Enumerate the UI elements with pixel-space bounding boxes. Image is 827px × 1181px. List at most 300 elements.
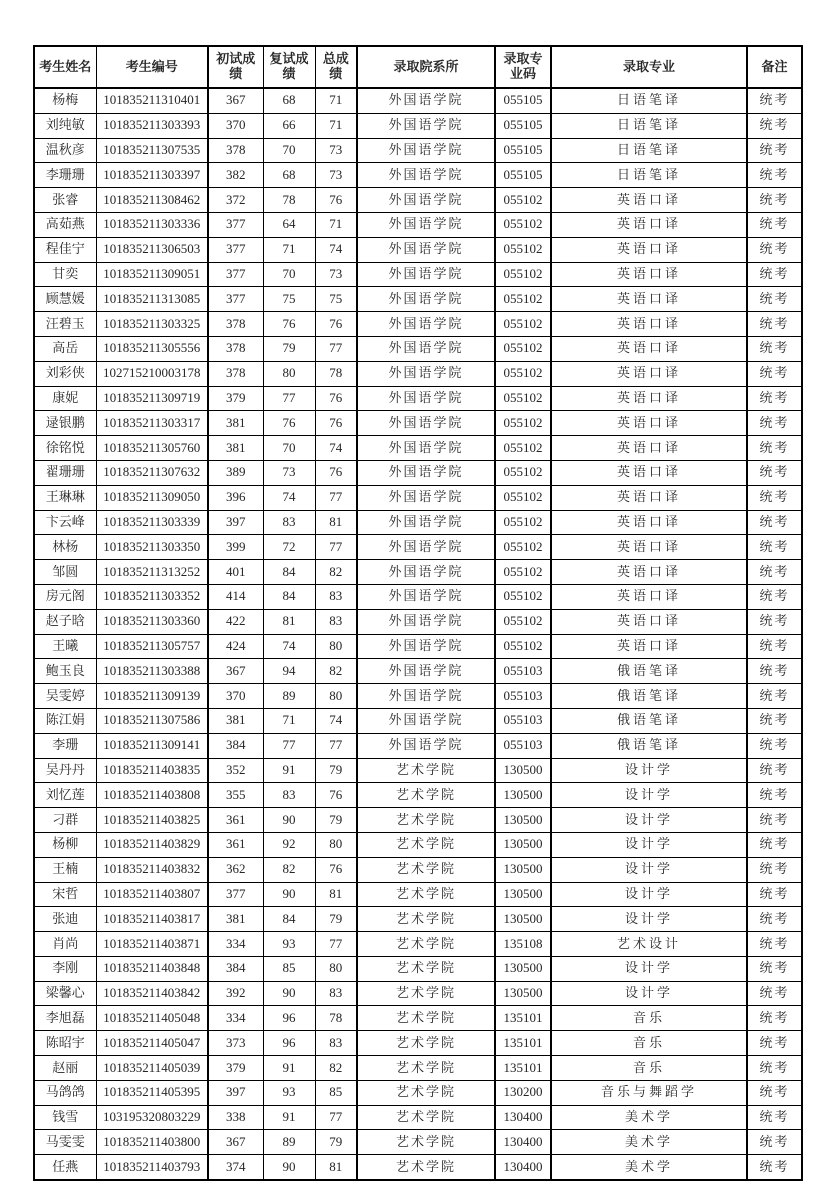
table-cell: 101835211308462: [96, 188, 208, 213]
table-cell: 吴雯婷: [34, 684, 96, 709]
table-cell: 055102: [495, 188, 551, 213]
table-cell: 鲍玉良: [34, 659, 96, 684]
table-cell: 美术学: [551, 1105, 747, 1130]
table-cell: 381: [208, 907, 263, 932]
table-cell: 李旭磊: [34, 1006, 96, 1031]
table-cell: 统考: [747, 907, 802, 932]
table-cell: 73: [315, 262, 357, 287]
table-cell: 外国语学院: [357, 436, 495, 461]
table-cell: 68: [263, 88, 315, 113]
table-cell: 101835211403842: [96, 981, 208, 1006]
table-cell: 64: [263, 212, 315, 237]
table-cell: 统考: [747, 138, 802, 163]
table-cell: 101835211403871: [96, 932, 208, 957]
table-cell: 372: [208, 188, 263, 213]
table-cell: 397: [208, 510, 263, 535]
table-cell: 艺术学院: [357, 832, 495, 857]
table-cell: 任燕: [34, 1155, 96, 1180]
table-cell: 艺术学院: [357, 1105, 495, 1130]
table-cell: 101835211307535: [96, 138, 208, 163]
table-cell: 77: [315, 336, 357, 361]
table-cell: 统考: [747, 336, 802, 361]
table-cell: 055102: [495, 634, 551, 659]
table-cell: 统考: [747, 1155, 802, 1180]
header-cell: 考生编号: [96, 46, 208, 88]
table-cell: 82: [315, 560, 357, 585]
table-cell: 101835211303393: [96, 113, 208, 138]
table-cell: 101835211303339: [96, 510, 208, 535]
table-cell: 翟珊珊: [34, 460, 96, 485]
table-cell: 76: [315, 188, 357, 213]
table-cell: 统考: [747, 1105, 802, 1130]
table-cell: 76: [315, 857, 357, 882]
table-cell: 90: [263, 1155, 315, 1180]
table-cell: 102715210003178: [96, 361, 208, 386]
table-cell: 顾慧媛: [34, 287, 96, 312]
table-cell: 055105: [495, 113, 551, 138]
table-cell: 71: [263, 708, 315, 733]
table-row: [34, 460, 802, 485]
table-cell: 89: [263, 1130, 315, 1155]
table-cell: 74: [263, 485, 315, 510]
table-row: [34, 237, 802, 262]
table-cell: 130500: [495, 882, 551, 907]
table-cell: 77: [315, 932, 357, 957]
table-cell: 334: [208, 1006, 263, 1031]
table-cell: 陈昭宇: [34, 1031, 96, 1056]
table-cell: 外国语学院: [357, 188, 495, 213]
table-cell: 135101: [495, 1056, 551, 1081]
table-cell: 陈江娟: [34, 708, 96, 733]
table-row: [34, 932, 802, 957]
table-cell: 74: [315, 708, 357, 733]
table-cell: 101835211309141: [96, 733, 208, 758]
table-cell: 84: [263, 907, 315, 932]
table-row: [34, 832, 802, 857]
table-cell: 055102: [495, 609, 551, 634]
table-cell: 91: [263, 1056, 315, 1081]
table-cell: 统考: [747, 1031, 802, 1056]
table-cell: 83: [263, 783, 315, 808]
table-cell: 设计学: [551, 832, 747, 857]
table-cell: 统考: [747, 609, 802, 634]
table-cell: 77: [315, 485, 357, 510]
table-cell: 101835211403848: [96, 956, 208, 981]
table-cell: 70: [263, 262, 315, 287]
table-cell: 艺术学院: [357, 1080, 495, 1105]
table-cell: 392: [208, 981, 263, 1006]
table-cell: 75: [263, 287, 315, 312]
table-cell: 74: [263, 634, 315, 659]
table-cell: 外国语学院: [357, 386, 495, 411]
table-cell: 101835211309719: [96, 386, 208, 411]
table-cell: 统考: [747, 1056, 802, 1081]
table-cell: 96: [263, 1006, 315, 1031]
table-cell: 373: [208, 1031, 263, 1056]
table-cell: 外国语学院: [357, 659, 495, 684]
header-cell: 录取专业码: [495, 46, 551, 88]
table-cell: 音乐: [551, 1056, 747, 1081]
table-cell: 055102: [495, 535, 551, 560]
table-row: [34, 808, 802, 833]
table-cell: 外国语学院: [357, 708, 495, 733]
table-cell: 李珊: [34, 733, 96, 758]
table-row: [34, 361, 802, 386]
table-cell: 89: [263, 684, 315, 709]
table-cell: 101835211307632: [96, 460, 208, 485]
table-cell: 英语口译: [551, 262, 747, 287]
table-cell: 379: [208, 386, 263, 411]
table-cell: 75: [315, 287, 357, 312]
table-cell: 赵子晗: [34, 609, 96, 634]
table-cell: 统考: [747, 857, 802, 882]
table-row: [34, 535, 802, 560]
table-cell: 外国语学院: [357, 510, 495, 535]
table-cell: 统考: [747, 882, 802, 907]
table-cell: 79: [263, 336, 315, 361]
table-cell: 王曦: [34, 634, 96, 659]
table-cell: 李刚: [34, 956, 96, 981]
table-cell: 外国语学院: [357, 684, 495, 709]
table-cell: 外国语学院: [357, 212, 495, 237]
table-cell: 艺术学院: [357, 1155, 495, 1180]
table-cell: 83: [315, 1031, 357, 1056]
header-cell: 复试成绩: [263, 46, 315, 88]
table-cell: 055105: [495, 88, 551, 113]
table-cell: 101835211303360: [96, 609, 208, 634]
table-cell: 设计学: [551, 956, 747, 981]
table-cell: 79: [315, 907, 357, 932]
table-cell: 81: [315, 1155, 357, 1180]
table-cell: 英语口译: [551, 312, 747, 337]
table-row: [34, 262, 802, 287]
table-cell: 刁群: [34, 808, 96, 833]
table-cell: 艺术学院: [357, 882, 495, 907]
table-cell: 艺术学院: [357, 783, 495, 808]
table-cell: 377: [208, 287, 263, 312]
header-cell: 总成绩: [315, 46, 357, 88]
table-cell: 统考: [747, 88, 802, 113]
table-cell: 130500: [495, 857, 551, 882]
table-cell: 91: [263, 1105, 315, 1130]
table-cell: 艺术学院: [357, 808, 495, 833]
table-cell: 统考: [747, 733, 802, 758]
table-cell: 055103: [495, 684, 551, 709]
table-cell: 101835211305760: [96, 436, 208, 461]
table-cell: 397: [208, 1080, 263, 1105]
table-cell: 71: [315, 212, 357, 237]
table-cell: 055103: [495, 659, 551, 684]
table-cell: 85: [315, 1080, 357, 1105]
table-cell: 377: [208, 212, 263, 237]
table-cell: 艺术学院: [357, 1031, 495, 1056]
table-cell: 英语口译: [551, 485, 747, 510]
table-row: [34, 411, 802, 436]
table-cell: 刘纯敏: [34, 113, 96, 138]
table-cell: 统考: [747, 163, 802, 188]
table-cell: 76: [315, 411, 357, 436]
table-cell: 程佳宁: [34, 237, 96, 262]
table-cell: 赵丽: [34, 1056, 96, 1081]
table-cell: 统考: [747, 312, 802, 337]
table-cell: 英语口译: [551, 609, 747, 634]
table-cell: 355: [208, 783, 263, 808]
table-cell: 378: [208, 138, 263, 163]
table-cell: 英语口译: [551, 510, 747, 535]
table-row: [34, 1056, 802, 1081]
table-cell: 85: [263, 956, 315, 981]
table-cell: 外国语学院: [357, 138, 495, 163]
table-cell: 统考: [747, 783, 802, 808]
table-cell: 66: [263, 113, 315, 138]
table-cell: 76: [263, 411, 315, 436]
table-cell: 381: [208, 708, 263, 733]
table-cell: 101835211303388: [96, 659, 208, 684]
table-row: [34, 659, 802, 684]
table-row: [34, 758, 802, 783]
table-cell: 055105: [495, 163, 551, 188]
table-cell: 101835211403808: [96, 783, 208, 808]
table-cell: 90: [263, 808, 315, 833]
table-cell: 统考: [747, 634, 802, 659]
table-cell: 统考: [747, 287, 802, 312]
table-cell: 377: [208, 237, 263, 262]
table-cell: 73: [315, 138, 357, 163]
table-cell: 70: [263, 138, 315, 163]
table-row: [34, 733, 802, 758]
table-cell: 379: [208, 1056, 263, 1081]
header-cell: 初试成绩: [208, 46, 263, 88]
table-cell: 74: [315, 436, 357, 461]
table-cell: 101835211403835: [96, 758, 208, 783]
table-cell: 外国语学院: [357, 336, 495, 361]
table-cell: 艺术学院: [357, 758, 495, 783]
table-cell: 101835211305556: [96, 336, 208, 361]
table-cell: 370: [208, 684, 263, 709]
table-cell: 杨梅: [34, 88, 96, 113]
table-cell: 389: [208, 460, 263, 485]
table-cell: 外国语学院: [357, 733, 495, 758]
table-cell: 96: [263, 1031, 315, 1056]
table-row: [34, 138, 802, 163]
table-row: [34, 956, 802, 981]
table-cell: 英语口译: [551, 336, 747, 361]
table-cell: 055102: [495, 460, 551, 485]
table-cell: 英语口译: [551, 411, 747, 436]
table-row: [34, 560, 802, 585]
table-cell: 90: [263, 981, 315, 1006]
table-cell: 93: [263, 932, 315, 957]
table-cell: 统考: [747, 361, 802, 386]
table-cell: 外国语学院: [357, 560, 495, 585]
table-cell: 83: [315, 584, 357, 609]
table-cell: 统考: [747, 832, 802, 857]
table-cell: 艺术学院: [357, 1006, 495, 1031]
table-cell: 统考: [747, 981, 802, 1006]
table-cell: 83: [315, 609, 357, 634]
table-cell: 宋哲: [34, 882, 96, 907]
table-cell: 78: [315, 361, 357, 386]
table-cell: 美术学: [551, 1130, 747, 1155]
table-cell: 76: [263, 312, 315, 337]
table-cell: 80: [315, 634, 357, 659]
table-cell: 101835211303397: [96, 163, 208, 188]
table-header: [34, 46, 802, 88]
table-cell: 吴丹丹: [34, 758, 96, 783]
table-cell: 055102: [495, 411, 551, 436]
table-cell: 384: [208, 956, 263, 981]
table-cell: 101835211309051: [96, 262, 208, 287]
table-row: [34, 212, 802, 237]
table-cell: 外国语学院: [357, 287, 495, 312]
table-cell: 艺术学院: [357, 956, 495, 981]
table-cell: 101835211305757: [96, 634, 208, 659]
table-cell: 统考: [747, 113, 802, 138]
table-row: [34, 684, 802, 709]
table-cell: 101835211303317: [96, 411, 208, 436]
table-cell: 统考: [747, 758, 802, 783]
table-cell: 130500: [495, 808, 551, 833]
table-cell: 101835211303325: [96, 312, 208, 337]
table-cell: 101835211303350: [96, 535, 208, 560]
table-cell: 英语口译: [551, 560, 747, 585]
table-row: [34, 634, 802, 659]
table-cell: 70: [263, 436, 315, 461]
table-cell: 101835211403825: [96, 808, 208, 833]
table-cell: 378: [208, 361, 263, 386]
table-cell: 英语口译: [551, 287, 747, 312]
table-cell: 414: [208, 584, 263, 609]
table-cell: 382: [208, 163, 263, 188]
table-cell: 055103: [495, 733, 551, 758]
table-row: [34, 163, 802, 188]
table-cell: 81: [315, 882, 357, 907]
table-cell: 林杨: [34, 535, 96, 560]
table-cell: 77: [263, 386, 315, 411]
header-row: [34, 46, 802, 88]
table-row: [34, 312, 802, 337]
table-cell: 外国语学院: [357, 237, 495, 262]
table-cell: 396: [208, 485, 263, 510]
table-cell: 71: [315, 113, 357, 138]
table-cell: 英语口译: [551, 634, 747, 659]
table-cell: 统考: [747, 932, 802, 957]
table-cell: 130500: [495, 956, 551, 981]
table-cell: 英语口译: [551, 361, 747, 386]
table-cell: 80: [315, 832, 357, 857]
table-row: [34, 287, 802, 312]
table-cell: 91: [263, 758, 315, 783]
table-cell: 055102: [495, 584, 551, 609]
table-cell: 俄语笔译: [551, 733, 747, 758]
table-cell: 统考: [747, 436, 802, 461]
table-cell: 74: [315, 237, 357, 262]
table-cell: 日语笔译: [551, 163, 747, 188]
table-cell: 101835211403829: [96, 832, 208, 857]
table-cell: 367: [208, 659, 263, 684]
table-row: [34, 708, 802, 733]
table-cell: 77: [315, 535, 357, 560]
table-cell: 艺术学院: [357, 1130, 495, 1155]
table-cell: 肖尚: [34, 932, 96, 957]
table-cell: 381: [208, 436, 263, 461]
table-cell: 统考: [747, 560, 802, 585]
table-cell: 101835211403800: [96, 1130, 208, 1155]
table-cell: 设计学: [551, 783, 747, 808]
table-cell: 401: [208, 560, 263, 585]
table-row: [34, 783, 802, 808]
table-cell: 统考: [747, 1130, 802, 1155]
table-cell: 杨柳: [34, 832, 96, 857]
table-row: [34, 1031, 802, 1056]
table-cell: 房元阁: [34, 584, 96, 609]
table-cell: 381: [208, 411, 263, 436]
table-cell: 音乐: [551, 1031, 747, 1056]
table-cell: 汪碧玉: [34, 312, 96, 337]
table-cell: 统考: [747, 485, 802, 510]
table-cell: 外国语学院: [357, 485, 495, 510]
table-cell: 101835211405048: [96, 1006, 208, 1031]
table-cell: 77: [315, 733, 357, 758]
table-cell: 83: [263, 510, 315, 535]
header-cell: 录取院系所: [357, 46, 495, 88]
table-cell: 梁馨心: [34, 981, 96, 1006]
table-cell: 101835211306503: [96, 237, 208, 262]
table-cell: 统考: [747, 1006, 802, 1031]
table-cell: 76: [315, 312, 357, 337]
table-cell: 68: [263, 163, 315, 188]
table-cell: 统考: [747, 460, 802, 485]
table-cell: 78: [263, 188, 315, 213]
table-cell: 美术学: [551, 1155, 747, 1180]
table-cell: 英语口译: [551, 188, 747, 213]
table-cell: 英语口译: [551, 460, 747, 485]
table-cell: 055102: [495, 312, 551, 337]
table-cell: 艺术学院: [357, 932, 495, 957]
table-cell: 101835211307586: [96, 708, 208, 733]
table-cell: 377: [208, 262, 263, 287]
table-cell: 73: [263, 460, 315, 485]
table-row: [34, 88, 802, 113]
table-cell: 101835211403807: [96, 882, 208, 907]
table-cell: 79: [315, 1130, 357, 1155]
table-cell: 055105: [495, 138, 551, 163]
table-cell: 艺术设计: [551, 932, 747, 957]
table-cell: 外国语学院: [357, 361, 495, 386]
table-cell: 日语笔译: [551, 88, 747, 113]
table-cell: 外国语学院: [357, 584, 495, 609]
table-cell: 101835211405395: [96, 1080, 208, 1105]
table-cell: 徐铭悦: [34, 436, 96, 461]
table-cell: 音乐: [551, 1006, 747, 1031]
table-row: [34, 1155, 802, 1180]
table-cell: 101835211309050: [96, 485, 208, 510]
table-cell: 统考: [747, 386, 802, 411]
table-cell: 艺术学院: [357, 1056, 495, 1081]
table-cell: 康妮: [34, 386, 96, 411]
table-cell: 92: [263, 832, 315, 857]
table-cell: 统考: [747, 659, 802, 684]
table-cell: 77: [263, 733, 315, 758]
table-cell: 135101: [495, 1031, 551, 1056]
table-cell: 李珊珊: [34, 163, 96, 188]
admission-results-table: [33, 45, 803, 1181]
table-cell: 361: [208, 808, 263, 833]
table-cell: 130500: [495, 783, 551, 808]
table-cell: 音乐与舞蹈学: [551, 1080, 747, 1105]
table-cell: 刘忆莲: [34, 783, 96, 808]
table-cell: 055102: [495, 560, 551, 585]
